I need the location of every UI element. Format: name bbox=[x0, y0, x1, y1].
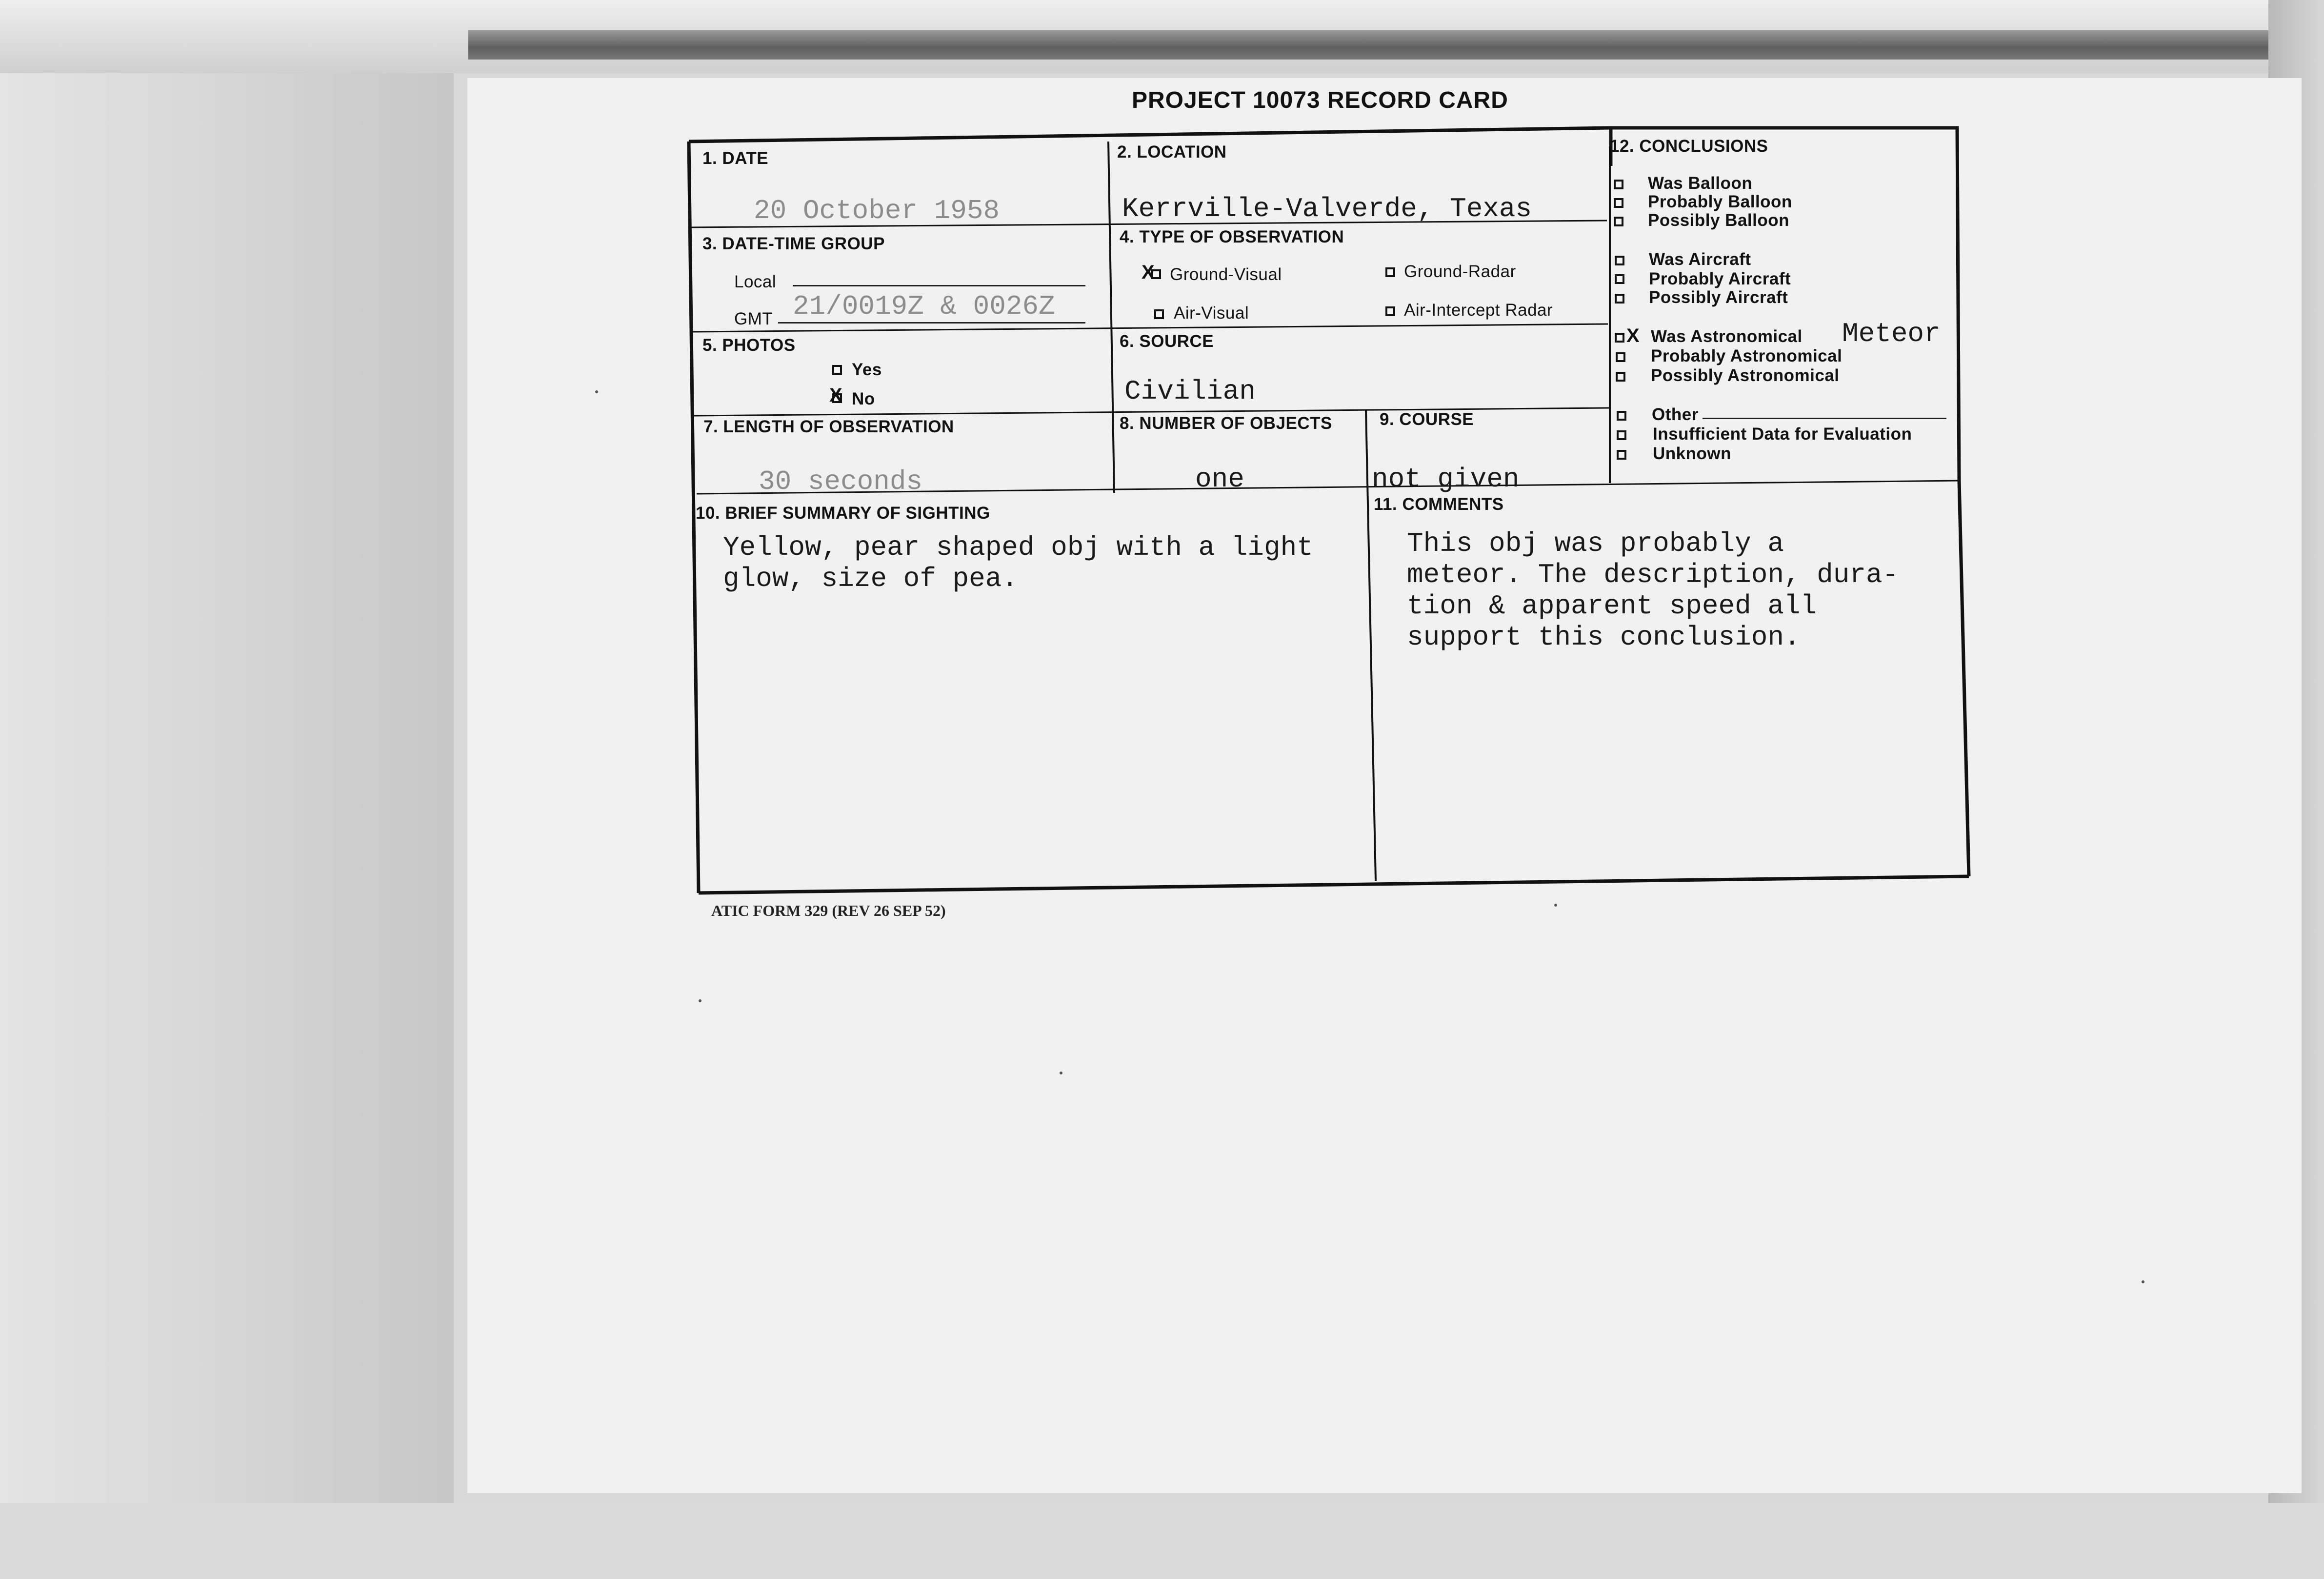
source-value: Civilian bbox=[1124, 376, 1256, 407]
other-checkbox[interactable] bbox=[1617, 411, 1626, 421]
insufficient-data-checkbox[interactable] bbox=[1617, 430, 1626, 440]
air-visual-label: Air-Visual bbox=[1174, 304, 1249, 323]
brief-summary-line-1: Yellow, pear shaped obj with a light bbox=[723, 532, 1313, 563]
number-of-objects-value: one bbox=[1195, 464, 1244, 495]
was-astronomical-label: Was Astronomical bbox=[1651, 327, 1803, 346]
was-aircraft-checkbox[interactable] bbox=[1615, 256, 1624, 265]
film-speck bbox=[1060, 1072, 1062, 1074]
photos-yes-checkbox[interactable] bbox=[832, 365, 842, 375]
comments-line-1: This obj was probably a bbox=[1407, 528, 1784, 559]
was-aircraft-label: Was Aircraft bbox=[1649, 250, 1751, 269]
possibly-aircraft-label: Possibly Aircraft bbox=[1649, 288, 1788, 307]
ground-radar-label: Ground-Radar bbox=[1404, 262, 1516, 281]
air-visual-checkbox[interactable] bbox=[1154, 309, 1164, 319]
conclusions-label: 12. CONCLUSIONS bbox=[1610, 137, 1768, 156]
course-label: 9. COURSE bbox=[1380, 410, 1474, 429]
was-balloon-checkbox[interactable] bbox=[1614, 180, 1623, 189]
unknown-label: Unknown bbox=[1653, 444, 1731, 463]
card-title: PROJECT 10073 RECORD CARD bbox=[1132, 87, 1508, 113]
date-value: 20 October 1958 bbox=[754, 195, 1000, 226]
probably-balloon-checkbox[interactable] bbox=[1614, 198, 1623, 208]
possibly-astronomical-checkbox[interactable] bbox=[1616, 372, 1625, 382]
brief-summary-label: 10. BRIEF SUMMARY OF SIGHTING bbox=[696, 504, 990, 523]
photos-no-check-mark: X bbox=[829, 385, 842, 406]
local-label: Local bbox=[734, 272, 777, 291]
film-speck bbox=[595, 390, 598, 393]
comments-line-4: support this conclusion. bbox=[1407, 622, 1801, 653]
brief-summary-line-2: glow, size of pea. bbox=[723, 563, 1018, 594]
probably-astronomical-checkbox[interactable] bbox=[1616, 352, 1625, 362]
possibly-balloon-checkbox[interactable] bbox=[1614, 217, 1623, 226]
possibly-aircraft-checkbox[interactable] bbox=[1615, 294, 1624, 304]
comments-line-3: tion & apparent speed all bbox=[1407, 590, 1817, 622]
course-value: not given bbox=[1372, 464, 1520, 495]
film-speck bbox=[2142, 1280, 2144, 1283]
gmt-underline bbox=[778, 322, 1085, 324]
probably-astronomical-label: Probably Astronomical bbox=[1651, 346, 1843, 365]
length-of-observation-value: 30 seconds bbox=[759, 466, 923, 497]
date-time-group-label: 3. DATE-TIME GROUP bbox=[702, 234, 885, 253]
gmt-value: 21/0019Z & 0026Z bbox=[793, 291, 1055, 322]
photos-no-label: No bbox=[852, 389, 875, 408]
ground-radar-checkbox[interactable] bbox=[1385, 267, 1395, 277]
location-value: Kerrville-Valverde, Texas bbox=[1122, 193, 1532, 224]
astronomical-note: Meteor bbox=[1842, 318, 1941, 349]
photos-label: 5. PHOTOS bbox=[702, 336, 796, 355]
gmt-label: GMT bbox=[734, 309, 773, 328]
comments-line-2: meteor. The description, dura- bbox=[1407, 559, 1899, 590]
was-astronomical-checkbox[interactable] bbox=[1615, 333, 1624, 343]
date-label: 1. DATE bbox=[702, 149, 769, 168]
possibly-balloon-label: Possibly Balloon bbox=[1648, 211, 1789, 230]
location-label: 2. LOCATION bbox=[1117, 142, 1227, 162]
other-label: Other bbox=[1652, 405, 1699, 424]
probably-aircraft-label: Probably Aircraft bbox=[1649, 269, 1791, 288]
film-speck bbox=[699, 999, 701, 1002]
unknown-checkbox[interactable] bbox=[1617, 450, 1626, 460]
form-number: ATIC FORM 329 (REV 26 SEP 52) bbox=[711, 902, 946, 919]
film-speck bbox=[1554, 904, 1557, 907]
probably-balloon-label: Probably Balloon bbox=[1648, 192, 1792, 211]
was-balloon-label: Was Balloon bbox=[1648, 174, 1753, 193]
possibly-astronomical-label: Possibly Astronomical bbox=[1651, 366, 1840, 385]
probably-aircraft-checkbox[interactable] bbox=[1615, 274, 1624, 284]
length-of-observation-label: 7. LENGTH OF OBSERVATION bbox=[703, 417, 954, 436]
was-astronomical-check-mark: X bbox=[1626, 325, 1640, 346]
number-of-objects-label: 8. NUMBER OF OBJECTS bbox=[1120, 414, 1332, 433]
ground-visual-check-mark: X bbox=[1142, 262, 1155, 283]
ground-visual-label: Ground-Visual bbox=[1170, 265, 1282, 284]
air-intercept-radar-checkbox[interactable] bbox=[1385, 306, 1395, 316]
air-intercept-radar-label: Air-Intercept Radar bbox=[1404, 301, 1553, 320]
observation-type-label: 4. TYPE OF OBSERVATION bbox=[1120, 227, 1344, 246]
photos-yes-label: Yes bbox=[852, 360, 882, 379]
other-underline bbox=[1703, 418, 1946, 419]
insufficient-data-label: Insufficient Data for Evaluation bbox=[1653, 425, 1912, 444]
comments-label: 11. COMMENTS bbox=[1374, 495, 1504, 514]
source-label: 6. SOURCE bbox=[1120, 332, 1214, 351]
local-underline bbox=[793, 285, 1085, 286]
